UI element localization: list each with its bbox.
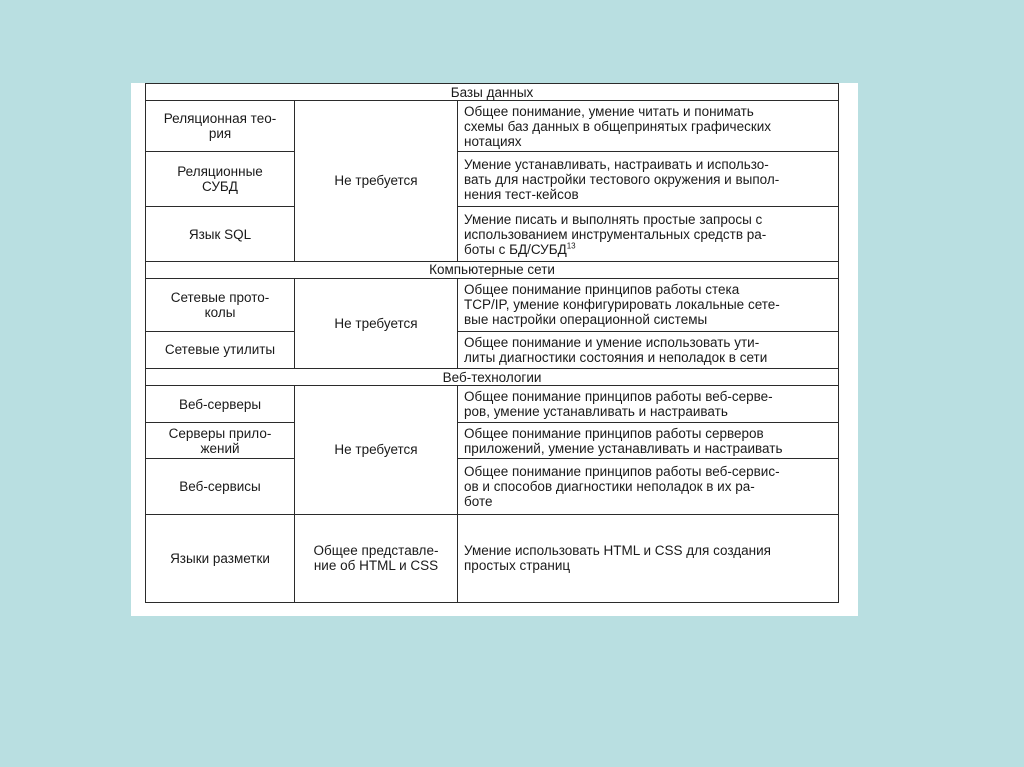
topic-cell: Реляционная тео- рия [146, 101, 295, 152]
topic-cell: Серверы прило- жений [146, 423, 295, 459]
section-title: Компьютерные сети [146, 261, 839, 278]
table-row [146, 331, 839, 368]
footnote-mark: 13 [566, 241, 576, 251]
description-cell: Общее понимание и умение использовать ути- литы диагностики состояния и неполадок в сети [458, 331, 839, 368]
table-row [146, 423, 839, 459]
table-row [146, 514, 839, 602]
requirement-cell: Общее представле- ние об HTML и CSS [295, 514, 458, 602]
description-cell: Умение устанавливать, настраивать и использо- вать для настройки тестового окружения и выпол- нения тест-кейсов [458, 152, 839, 207]
requirement-cell: Не требуется [295, 101, 458, 262]
section-header-networks [146, 261, 839, 278]
topic-cell: Сетевые прото- колы [146, 278, 295, 331]
table-row [146, 459, 839, 514]
section-header-web [146, 369, 839, 386]
description-cell: Умение использовать HTML и CSS для создания простых страниц [458, 514, 839, 602]
topic-cell: Сетевые утилиты [146, 331, 295, 368]
section-title: Веб-технологии [146, 369, 839, 386]
section-header-databases [146, 84, 839, 101]
description-cell: Умение писать и выполнять простые запросы с использованием инструментальных средств ра- боты с БД/СУБД$^{13}$ [458, 207, 839, 261]
description-cell: Общее понимание принципов работы стека TCP/IP, умение конфигурировать локальные сете- вые настройки операционной системы [458, 278, 839, 331]
skills-table [145, 83, 839, 603]
requirement-cell: Не требуется [295, 386, 458, 514]
topic-cell: Язык SQL [146, 207, 295, 261]
description-cell: Общее понимание принципов работы веб-сервис- ов и способов диагностики неполадок в их ра- боте [458, 459, 839, 514]
description-cell: Общее понимание принципов работы веб-серве- ров, умение устанавливать и настраивать [458, 386, 839, 423]
table-row [146, 207, 839, 261]
topic-cell: Веб-серверы [146, 386, 295, 423]
table-row [146, 386, 839, 423]
table-row [146, 278, 839, 331]
requirement-cell: Не требуется [295, 278, 458, 368]
topic-cell: Веб-сервисы [146, 459, 295, 514]
section-title: Базы данных [146, 84, 839, 101]
description-cell: Общее понимание, умение читать и понимать схемы баз данных в общепринятых графических нотациях [458, 101, 839, 152]
topic-cell: Языки разметки [146, 514, 295, 602]
topic-cell: Реляционные СУБД [146, 152, 295, 207]
table-row [146, 101, 839, 152]
description-cell: Общее понимание принципов работы серверов приложений, умение устанавливать и настраивать [458, 423, 839, 459]
table-row [146, 152, 839, 207]
